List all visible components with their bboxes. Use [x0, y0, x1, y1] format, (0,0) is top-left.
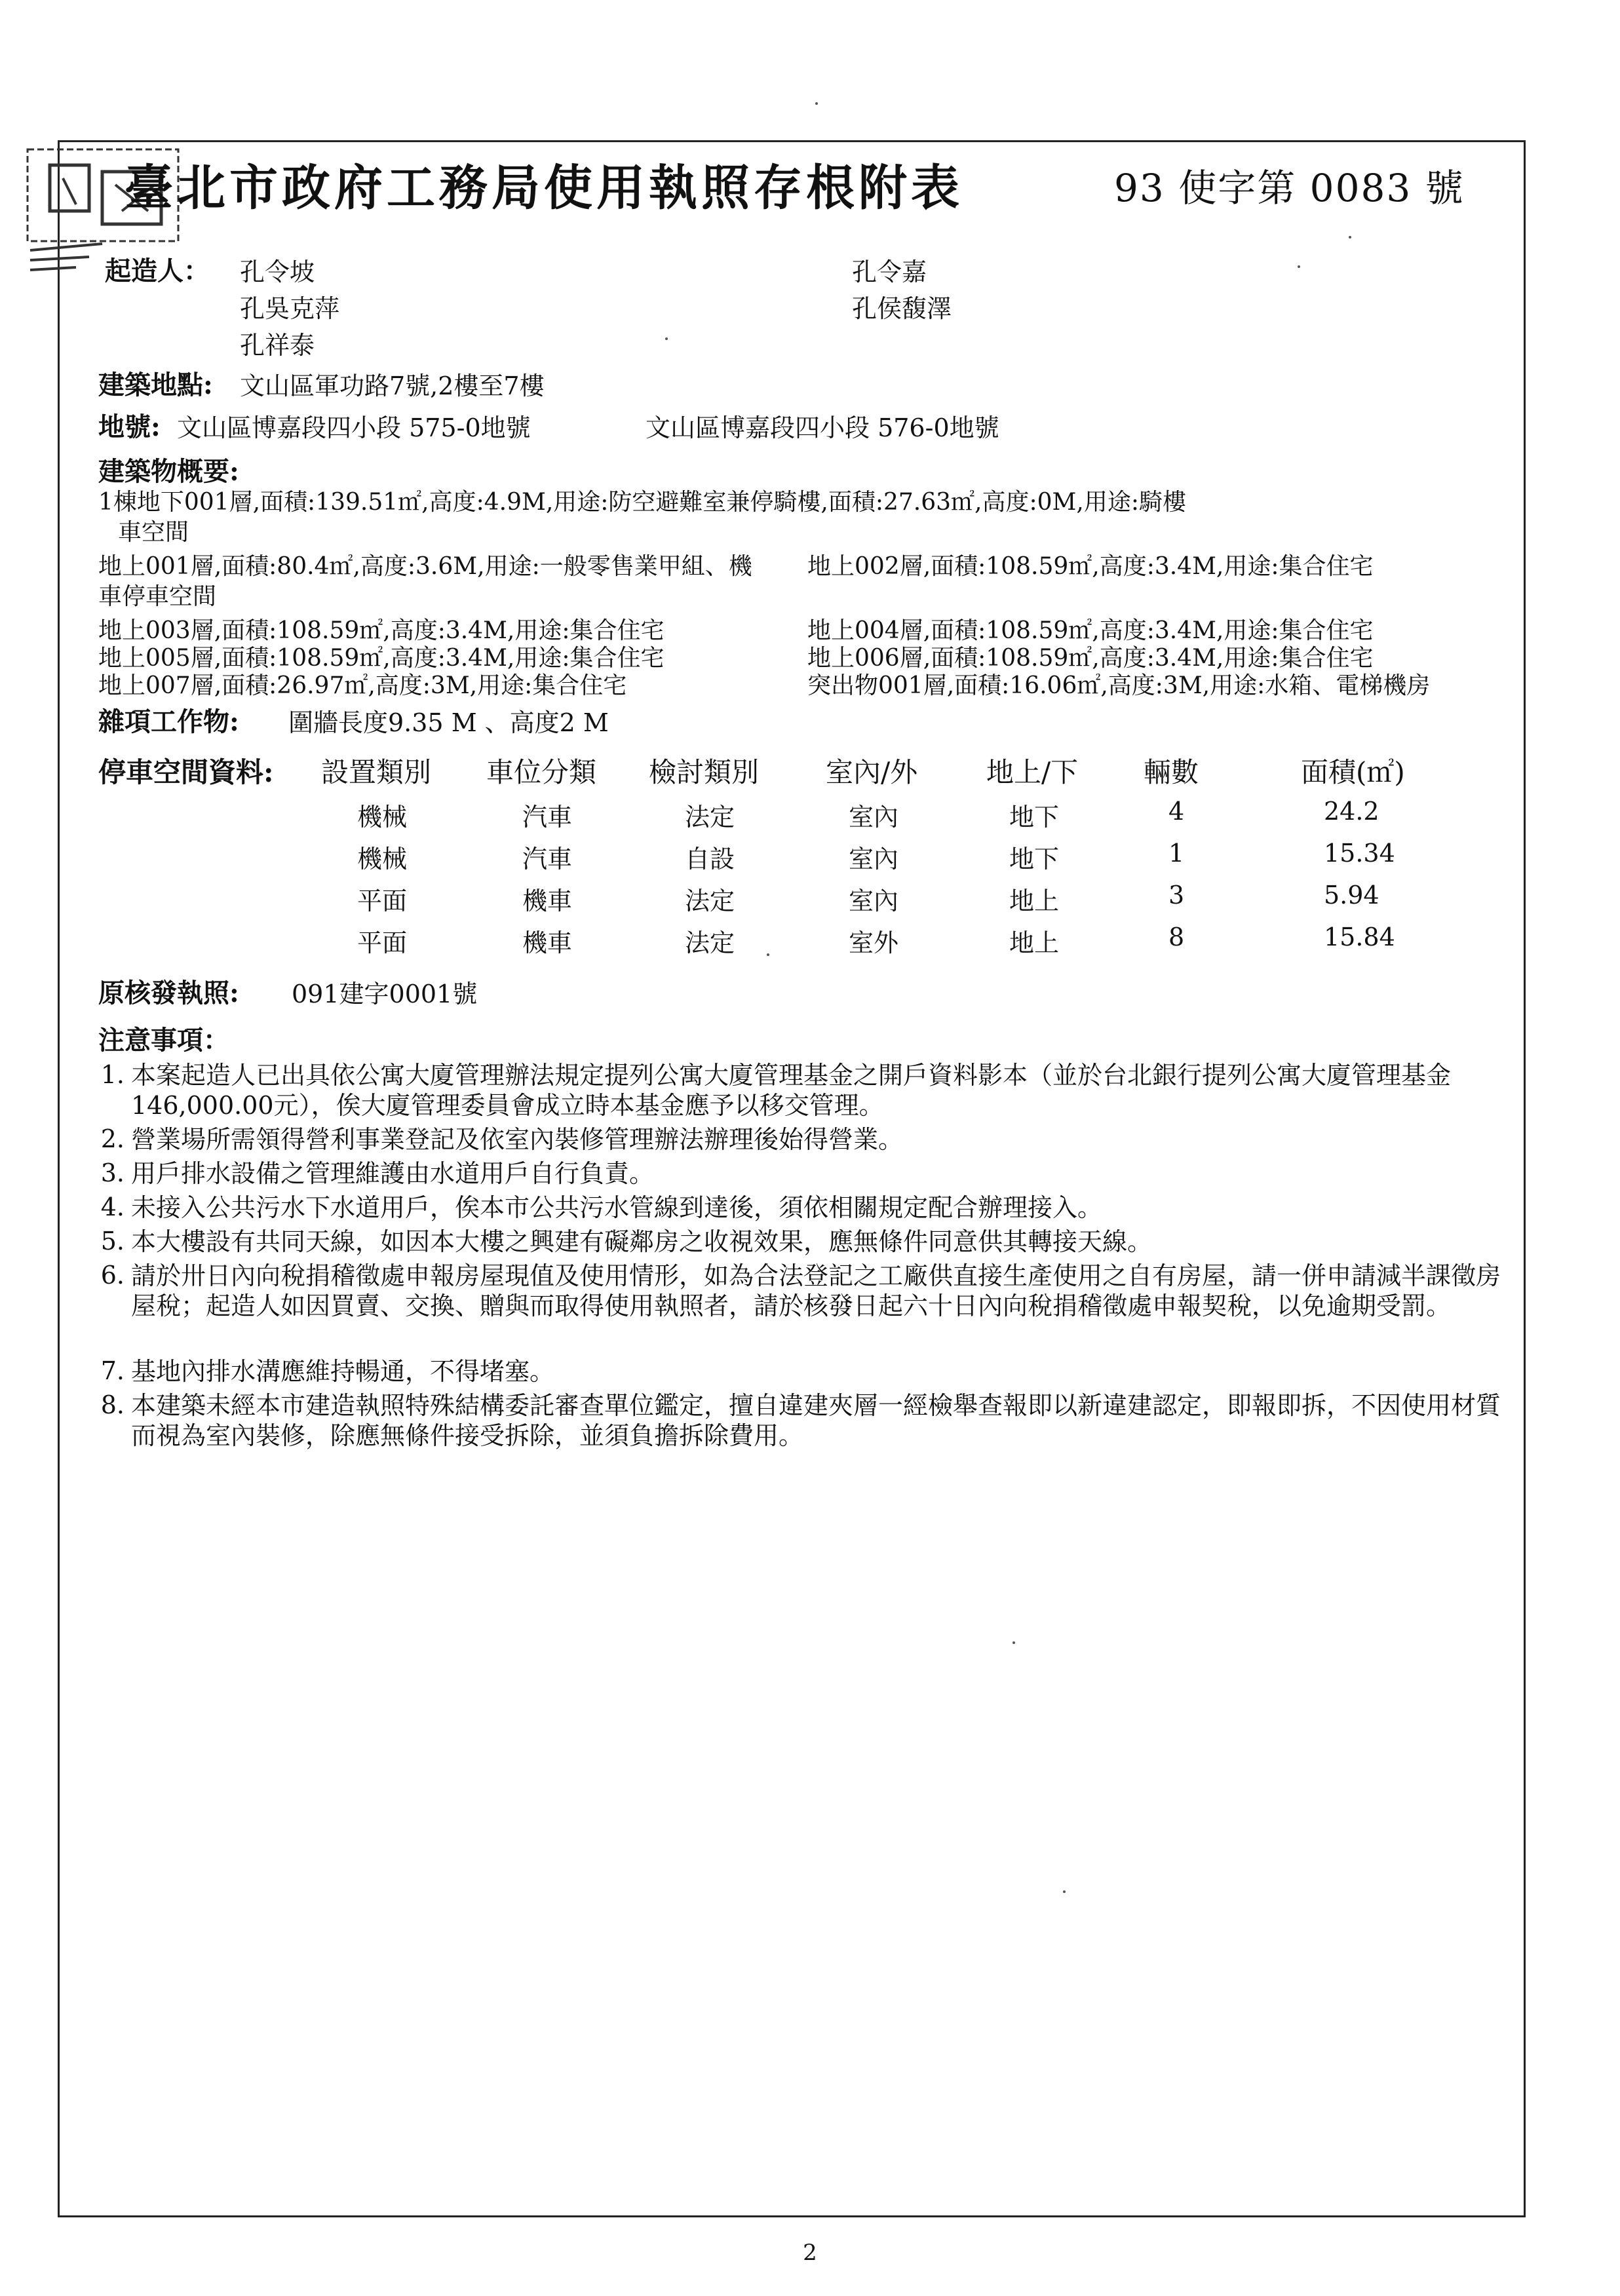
scan-speck: [665, 337, 668, 340]
parking-cell: 4: [1168, 797, 1185, 826]
parking-cell: 室外: [849, 928, 899, 957]
scan-speck: [1063, 1890, 1066, 1893]
overview-line: 地上004層,面積:108.59㎡,高度:3.4M,用途:集合住宅: [807, 617, 1374, 644]
lot-number-label: 地號:: [98, 411, 161, 442]
parking-cell: 汽車: [522, 845, 573, 873]
parking-cell: 平面: [357, 928, 408, 957]
parking-cell: 15.34: [1324, 839, 1395, 868]
parking-cell: 15.84: [1324, 923, 1395, 951]
overview-line: 地上001層,面積:80.4㎡,高度:3.6M,用途:一般零售業甲組、機: [98, 553, 752, 580]
parking-cell: 地上: [1009, 887, 1060, 915]
parking-cell: 機械: [357, 845, 408, 873]
overview-line: 地上006層,面積:108.59㎡,高度:3.4M,用途:集合住宅: [807, 645, 1374, 672]
note-text: 請於卅日內向稅捐稽徵處申報房屋現值及使用情形，如為合法登記之工廠供直接生產使用之自有房屋，請一併申請減半課徵房屋稅；起造人如因買賣、交換、贈與而取得使用執照者，請於核發日起六十日內向稅捐稽徵處申報契稅，以免逾期受罰。: [131, 1261, 1501, 1320]
overview-line: 地上003層,面積:108.59㎡,高度:3.4M,用途:集合住宅: [98, 617, 665, 644]
page-number: 2: [803, 2240, 817, 2266]
note-number: 1.: [100, 1060, 125, 1089]
parking-cell: 1: [1168, 839, 1185, 868]
applicant-name: 孔侯馥澤: [852, 294, 952, 323]
scan-speck: [1349, 236, 1351, 239]
applicant-name: 孔令嘉: [852, 258, 927, 286]
overview-line: 地上005層,面積:108.59㎡,高度:3.4M,用途:集合住宅: [98, 645, 665, 672]
site-address: 文山區軍功路7號,2樓至7樓: [240, 372, 545, 400]
applicant-name: 孔吳克萍: [240, 294, 340, 323]
parking-cell: 機車: [522, 928, 573, 957]
note-number: 6.: [100, 1261, 125, 1290]
note-number: 7.: [100, 1356, 125, 1385]
parking-cell: 法定: [685, 803, 735, 832]
overview-line: 1棟地下001層,面積:139.51㎡,高度:4.9M,用途:防空避難室兼停騎樓,面積:27.63㎡,高度:0M,用途:騎樓: [98, 489, 1186, 516]
parking-cell: 汽車: [522, 803, 573, 832]
parking-cell: 地下: [1009, 845, 1060, 873]
lot-number: 文山區博嘉段四小段 575-0地號: [177, 413, 531, 442]
parking-cell: 平面: [357, 887, 408, 915]
parking-cell: 室內: [849, 803, 899, 832]
lot-number: 文山區博嘉段四小段 576-0地號: [646, 413, 999, 442]
original-permit-value: 091建字0001號: [292, 980, 478, 1008]
overview-line: 突出物001層,面積:16.06㎡,高度:3M,用途:水箱、電梯機房: [807, 672, 1431, 699]
note-text: 本大樓設有共同天線，如因本大樓之興建有礙鄰房之收視效果，應無條件同意供其轉接天線。: [131, 1227, 1153, 1256]
overview-line: 車停車空間: [98, 583, 217, 610]
parking-header: 地上/下: [986, 756, 1079, 788]
parking-header: 面積(㎡): [1301, 756, 1405, 788]
building-overview-label: 建築物概要:: [98, 456, 239, 487]
parking-header: 室內/外: [826, 756, 918, 788]
parking-cell: 法定: [685, 887, 735, 915]
misc-works-label: 雜項工作物:: [98, 706, 239, 737]
parking-header: 檢討類別: [649, 756, 760, 788]
scan-speck: [815, 102, 818, 105]
parking-cell: 法定: [685, 928, 735, 957]
overview-line: 地上007層,面積:26.97㎡,高度:3M,用途:集合住宅: [98, 672, 627, 699]
scan-speck: [1298, 265, 1300, 268]
note-number: 3.: [100, 1158, 125, 1187]
parking-cell: 地上: [1009, 928, 1060, 957]
note-number: 5.: [100, 1227, 125, 1255]
parking-label: 停車空間資料:: [98, 756, 274, 788]
notes-label: 注意事項：: [98, 1025, 229, 1056]
applicant-label: 起造人：: [105, 256, 210, 286]
note-number: 8.: [100, 1390, 125, 1419]
note-text: 未接入公共污水下水道用戶，俟本市公共污水管線到達後，須依相關規定配合辦理接入。: [131, 1193, 1103, 1222]
parking-cell: 地下: [1009, 803, 1060, 832]
note-text: 用戶排水設備之管理維護由水道用戶自行負責。: [131, 1159, 655, 1188]
overview-line: 車空間: [118, 519, 189, 546]
parking-cell: 24.2: [1324, 797, 1379, 826]
parking-header: 輛數: [1144, 756, 1199, 788]
parking-header: 設置類別: [321, 756, 432, 788]
note-number: 2.: [100, 1124, 125, 1153]
overview-line: 地上002層,面積:108.59㎡,高度:3.4M,用途:集合住宅: [807, 553, 1374, 580]
applicant-name: 孔祥泰: [240, 331, 315, 360]
parking-cell: 機車: [522, 887, 573, 915]
note-text: 本建築未經本市建造執照特殊結構委託審查單位鑑定，擅自違建夾層一經檢舉查報即以新違建認定，即報即拆，不因使用材質而視為室內裝修，除應無條件接受拆除，並須負擔拆除費用。: [131, 1391, 1501, 1450]
scan-speck: [1013, 1641, 1015, 1644]
parking-cell: 自設: [685, 845, 735, 873]
note-number: 4.: [100, 1193, 125, 1221]
parking-cell: 室內: [849, 845, 899, 873]
parking-cell: 5.94: [1324, 881, 1379, 909]
note-text: 營業場所需領得營利事業登記及依室內裝修管理辦法辦理後始得營業。: [131, 1125, 904, 1154]
parking-cell: 機械: [357, 803, 408, 832]
note-text: 本案起造人已出具依公寓大廈管理辦法規定提列公寓大廈管理基金之開戶資料影本（並於台北銀行提列公寓大廈管理基金146,000.00元），俟大廈管理委員會成立時本基金應予以移交管理。: [131, 1061, 1452, 1120]
misc-works-value: 圍牆長度9.35 M 、高度2 M: [288, 708, 609, 737]
parking-cell: 室內: [849, 887, 899, 915]
site-address-label: 建築地點:: [98, 370, 213, 400]
page-title: 臺北市政府工務局使用執照存根附表: [125, 160, 963, 216]
permit-number: 93 使字第 0083 號: [1114, 166, 1465, 210]
original-permit-label: 原核發執照:: [98, 978, 239, 1008]
parking-cell: 8: [1168, 923, 1185, 951]
parking-cell: 3: [1168, 881, 1185, 909]
parking-header: 車位分類: [486, 756, 597, 788]
note-text: 基地內排水溝應維持暢通，不得堵塞。: [131, 1357, 555, 1386]
applicant-name: 孔令坡: [240, 258, 315, 286]
scan-speck: [767, 953, 769, 956]
